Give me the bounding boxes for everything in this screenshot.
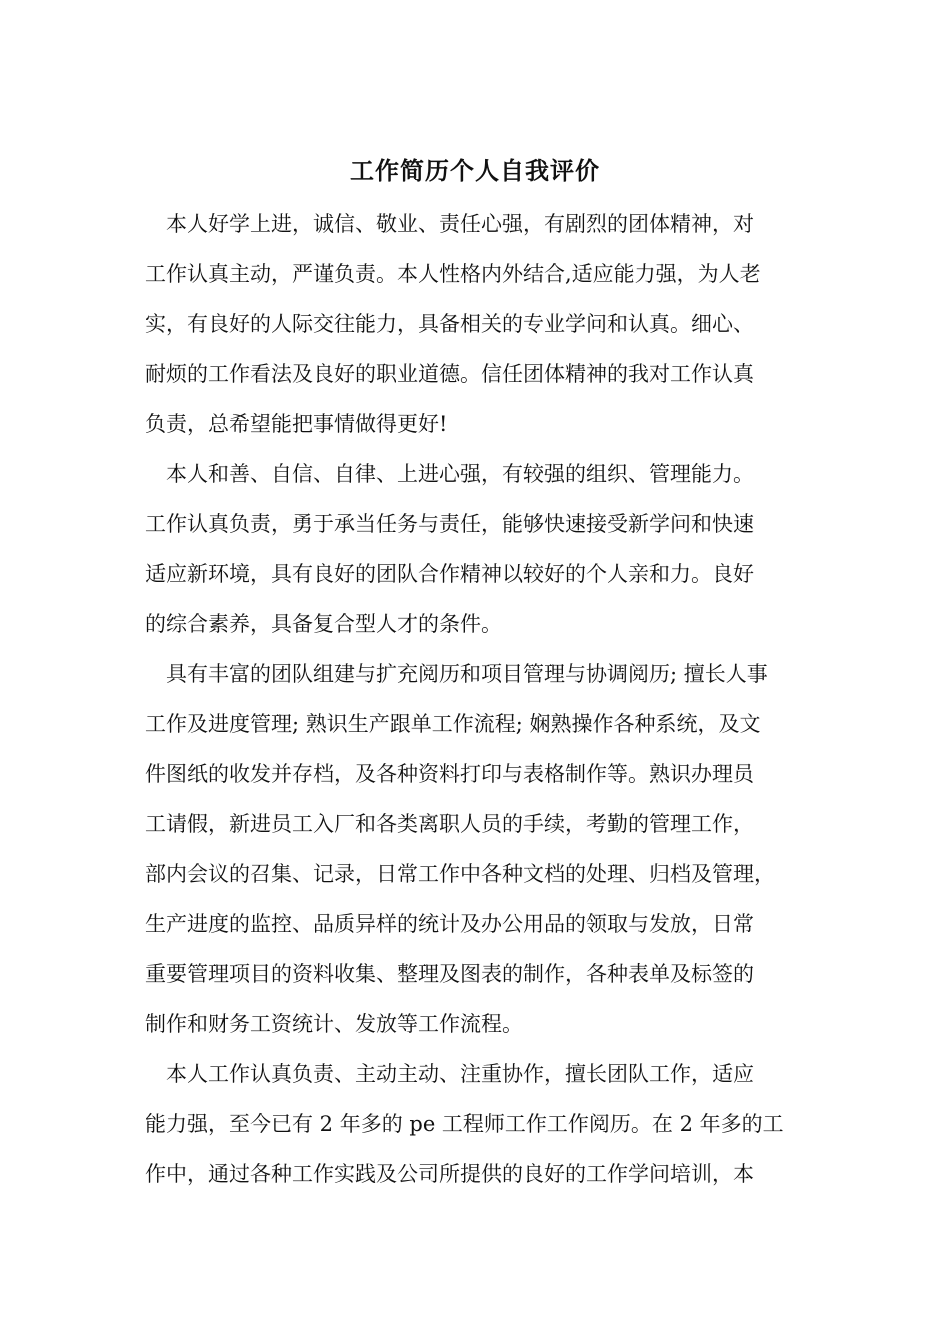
text-line: 件图纸的收发并存档，及各种资料打印与表格制作等。熟识办理员 (145, 762, 754, 786)
text-line: 本人好学上进，诚信、敬业、责任心强，有剧烈的团体精神，对 (166, 212, 754, 236)
text-line: 作中，通过各种工作实践及公司所提供的良好的工作学问培训，本 (145, 1162, 754, 1186)
text-line: 本人和善、自信、自律、上进心强，有较强的组织、管理能力。 (166, 462, 754, 486)
text-line: 适应新环境，具有良好的团队合作精神以较好的个人亲和力。良好 (145, 562, 754, 586)
text-line: 实，有良好的人际交往能力，具备相关的专业学问和认真。细心、 (145, 312, 754, 336)
text-line: 制作和财务工资统计、发放等工作流程。 (145, 1012, 523, 1036)
text-line: 工作认真负责，勇于承当任务与责任，能够快速接受新学问和快速 (145, 512, 754, 536)
text-line: 工请假，新进员工入厂和各类离职人员的手续，考勤的管理工作， (145, 812, 754, 836)
text-line: 生产进度的监控、品质异样的统计及办公用品的领取与发放，日常 (145, 912, 754, 936)
text-line: 工作及进度管理; 熟识生产跟单工作流程; 娴熟操作各种系统，及文 (145, 712, 761, 736)
paragraph-3 (145, 658, 825, 1041)
text-line: 耐烦的工作看法及良好的职业道德。信任团体精神的我对工作认真 (145, 362, 754, 386)
text-line: 负责，总希望能把事情做得更好! (145, 412, 448, 436)
paragraph-2 (145, 458, 825, 641)
document-body (145, 208, 825, 1208)
paragraph-1 (145, 208, 825, 441)
document-title: 工作简历个人自我评价 (350, 156, 600, 185)
text-line: 工作认真主动，严谨负责。本人性格内外结合,适应能力强，为人老 (145, 262, 761, 286)
text-line: 能力强，至今已有 2 年多的 pe 工程师工作工作阅历。在 2 年多的工 (145, 1112, 784, 1136)
text-line: 本人工作认真负责、主动主动、注重协作，擅长团队工作，适应 (166, 1062, 754, 1086)
text-line: 重要管理项目的资料收集、整理及图表的制作，各种表单及标签的 (145, 962, 754, 986)
text-line: 的综合素养，具备复合型人才的条件。 (145, 612, 502, 636)
text-line: 部内会议的召集、记录，日常工作中各种文档的处理、归档及管理， (145, 862, 775, 886)
text-line: 具有丰富的团队组建与扩充阅历和项目管理与协调阅历; 擅长人事 (166, 662, 768, 686)
paragraph-4 (145, 1058, 825, 1191)
